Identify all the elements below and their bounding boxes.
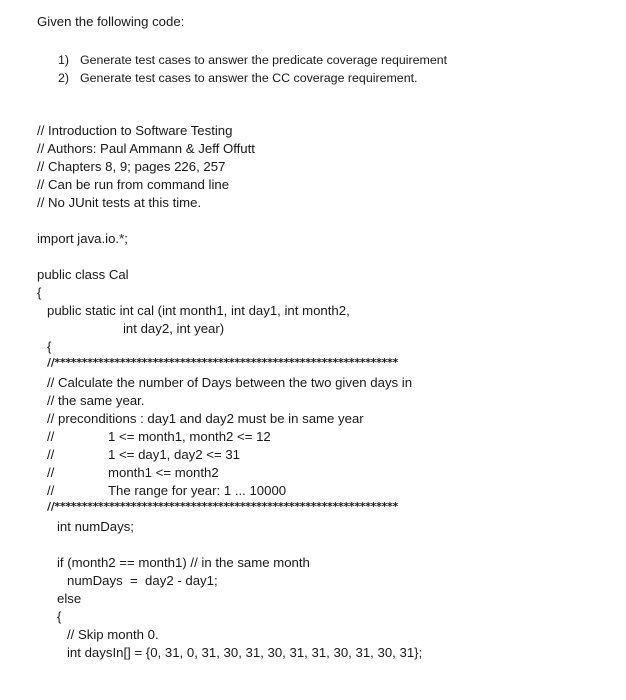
precondition-slashes: //	[47, 465, 55, 480]
header-comment: // Can be run from command line	[37, 177, 230, 192]
precondition-text: The range for year: 1 ... 10000	[108, 483, 287, 498]
doc-comment: // preconditions : day1 and day2 must be in same year	[47, 411, 364, 426]
days-in-array: int daysIn[] = {0, 31, 0, 31, 30, 31, 30, 31, 31, 30, 31, 30, 31};	[67, 645, 423, 660]
method-open-brace: {	[47, 339, 52, 354]
star-divider-bottom: //***************************************************************	[47, 500, 398, 513]
doc-comment: // the same year.	[47, 393, 145, 408]
import-statement: import java.io.*;	[37, 231, 128, 246]
star-divider-top: //***************************************************************	[47, 356, 398, 369]
header-comment: // Authors: Paul Ammann & Jeff Offutt	[37, 141, 255, 156]
precondition-text: 1 <= day1, day2 <= 31	[108, 447, 240, 462]
method-signature-line-1: public static int cal (int month1, int day1, int month2,	[47, 303, 350, 318]
precondition-text: 1 <= month1, month2 <= 12	[108, 429, 271, 444]
precondition-slashes: //	[47, 447, 55, 462]
header-comment: // No JUnit tests at this time.	[37, 195, 202, 210]
task-2-text: Generate test cases to answer the CC coverage requirement.	[80, 71, 418, 85]
task-1-number: 1)	[58, 53, 70, 67]
task-2-number: 2)	[58, 71, 70, 85]
precondition-text: month1 <= month2	[108, 465, 219, 480]
header-comment: // Introduction to Software Testing	[37, 123, 233, 138]
page-heading: Given the following code:	[37, 14, 185, 29]
precondition-slashes: //	[47, 429, 55, 444]
else-keyword: else	[57, 591, 82, 606]
class-declaration: public class Cal	[37, 267, 129, 282]
doc-comment: // Calculate the number of Days between the two given days in	[47, 375, 413, 390]
if-statement: if (month2 == month1) // in the same month	[57, 555, 310, 570]
task-1-text: Generate test cases to answer the predicate coverage requirement	[80, 53, 448, 67]
precondition-slashes: //	[47, 483, 55, 498]
assignment-statement: numDays = day2 - day1;	[67, 573, 218, 588]
method-signature-line-2: int day2, int year)	[123, 321, 225, 336]
else-open-brace: {	[57, 609, 62, 624]
header-comment: // Chapters 8, 9; pages 226, 257	[37, 159, 226, 174]
class-open-brace: {	[37, 285, 42, 300]
skip-month-comment: // Skip month 0.	[67, 627, 159, 642]
numdays-declaration: int numDays;	[57, 519, 134, 534]
